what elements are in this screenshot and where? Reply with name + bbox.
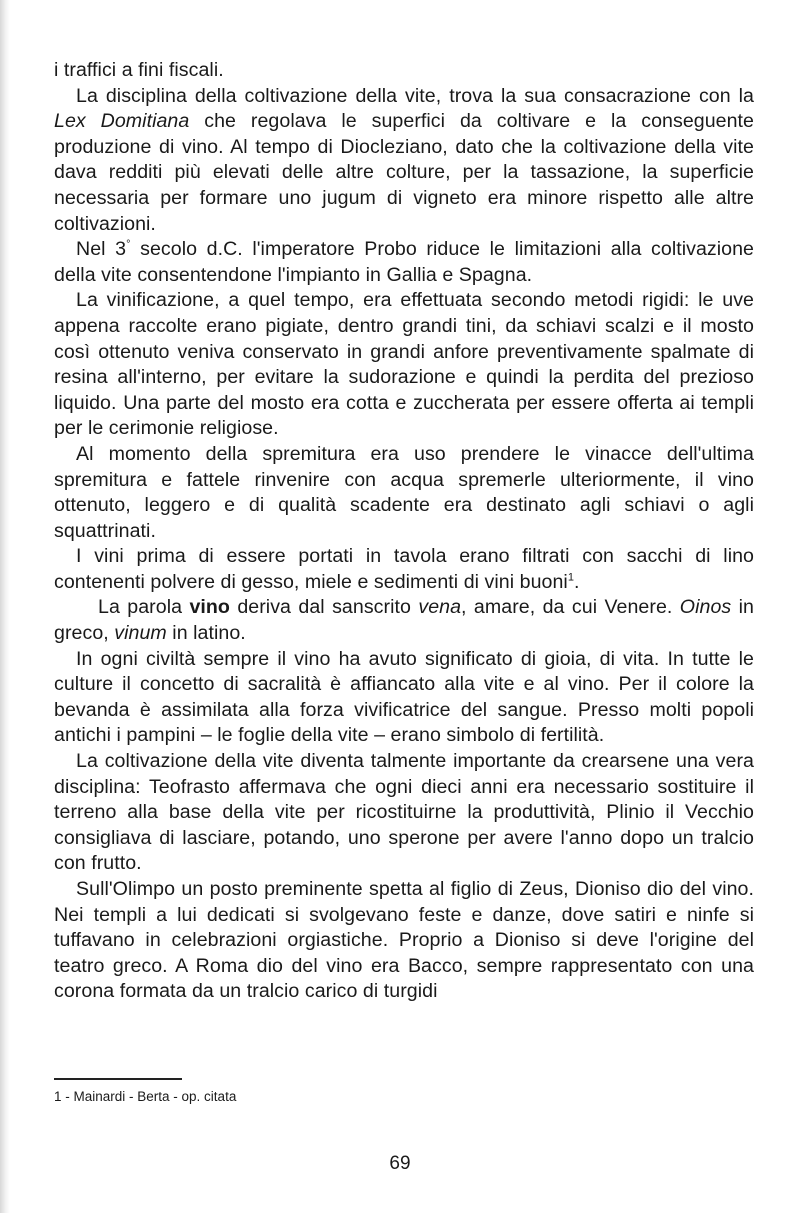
text-run: La vinificazione, a quel tempo, era effettuata secondo metodi rigidi: le uve appena raccolte erano pigiate, dentro grandi tini, da schiavi scalzi e il mosto così ottenuto veniva conservato in grandi anfore preventivamente spalmate di resina all'interno, per evitare la sudorazione e quindi la perdita del prezioso liquido. Una parte del mosto era cotta e zuccherata per essere offerta ai templi per le cerimonie religiose. bbox=[54, 289, 754, 440]
footnote-divider bbox=[54, 1078, 182, 1080]
paragraph bbox=[54, 237, 754, 288]
bold-term: vino bbox=[189, 596, 230, 619]
paragraph bbox=[54, 288, 754, 442]
italic-term: vinum bbox=[114, 622, 167, 645]
text-run: Al momento della spremitura era uso prendere le vinacce dell'ultima spremitura e fattele rinvenire con acqua spremerle ulteriormente, il vino ottenuto, leggero e di qualità scadente era destinato agli schiavi o agli squattrinati. bbox=[54, 442, 754, 542]
text-run: Nel 3 bbox=[76, 238, 127, 261]
paragraph bbox=[54, 877, 754, 1005]
superscript: 1 bbox=[567, 571, 574, 584]
text-run: I vini prima di essere portati in tavola erano filtrati con sacchi di lino contenenti polvere di gesso, miele e sedimenti di vini buoni bbox=[54, 545, 754, 593]
italic-term: Oinos bbox=[679, 596, 732, 619]
page-number: 69 bbox=[389, 1153, 411, 1174]
page-edge-shadow bbox=[0, 0, 10, 1213]
text-run: La disciplina della coltivazione della vite, trova la sua consacrazione con la bbox=[76, 84, 754, 107]
text-run: . bbox=[574, 570, 580, 593]
text-run: La coltivazione della vite diventa talmente importante da crearsene una vera disciplina: Teofrasto affermava che ogni dieci anni era necessario sostituire il terreno alla base della vite per ricostituirne la produttività, Plinio il Vecchio consigliava di lasciare, potando, uno sperone per avere l'anno dopo un tralcio con frutto. bbox=[54, 750, 754, 875]
text-run: che regolava le superfici da coltivare e la conseguente produzione di vino. Al tempo di Diocleziano, dato che la coltivazione della vite dava redditi più elevati delle altre colture, per la tassazione, la superficie necessaria per formare uno jugum di vigneto era minore rispetto alle altre coltivazioni. bbox=[54, 110, 754, 235]
text-run: deriva dal sanscrito bbox=[229, 596, 419, 619]
paragraph bbox=[54, 544, 754, 595]
italic-term: Lex Domitiana bbox=[54, 110, 190, 133]
text-run: i traffici a fini fiscali. bbox=[54, 59, 224, 81]
paragraph bbox=[54, 647, 754, 749]
paragraph bbox=[54, 58, 754, 84]
text-run: In ogni civiltà sempre il vino ha avuto significato di gioia, di vita. In tutte le culture il concetto di sacralità è affiancato alla vite e al vino. Per il colore la bevanda è assimilata alla forza vivificatrice del sangue. Presso molti popoli antichi i pampini – le foglie della vite – erano simbolo di fertilità. bbox=[54, 647, 754, 747]
text-run: in latino. bbox=[166, 622, 246, 645]
text-run: in greco, bbox=[54, 596, 754, 645]
text-run: La parola bbox=[98, 596, 190, 619]
paragraph bbox=[54, 442, 754, 544]
text-run: secolo d.C. l'imperatore Probo riduce le limitazioni alla coltivazione della vite consentendone l'impianto in Gallia e Spagna. bbox=[54, 238, 754, 286]
superscript: ° bbox=[126, 238, 131, 251]
footnote: 1 - Mainardi - Berta - op. citata bbox=[54, 1089, 237, 1104]
italic-term: vena bbox=[418, 596, 462, 619]
paragraph bbox=[54, 84, 754, 238]
text-run: , amare, da cui Venere. bbox=[461, 596, 680, 619]
paragraph bbox=[54, 749, 754, 877]
paragraph bbox=[54, 595, 754, 646]
body-text bbox=[54, 58, 754, 1005]
text-run: Sull'Olimpo un posto preminente spetta al figlio di Zeus, Dioniso dio del vino. Nei templi a lui dedicati si svolgevano feste e danze, dove satiri e ninfe si tuffavano in celebrazioni orgiastiche. Proprio a Dioniso si deve l'origine del teatro greco. A Roma dio del vino era Bacco, sempre rappresentato con una corona formata da un tralcio carico di turgidi bbox=[54, 878, 754, 1003]
